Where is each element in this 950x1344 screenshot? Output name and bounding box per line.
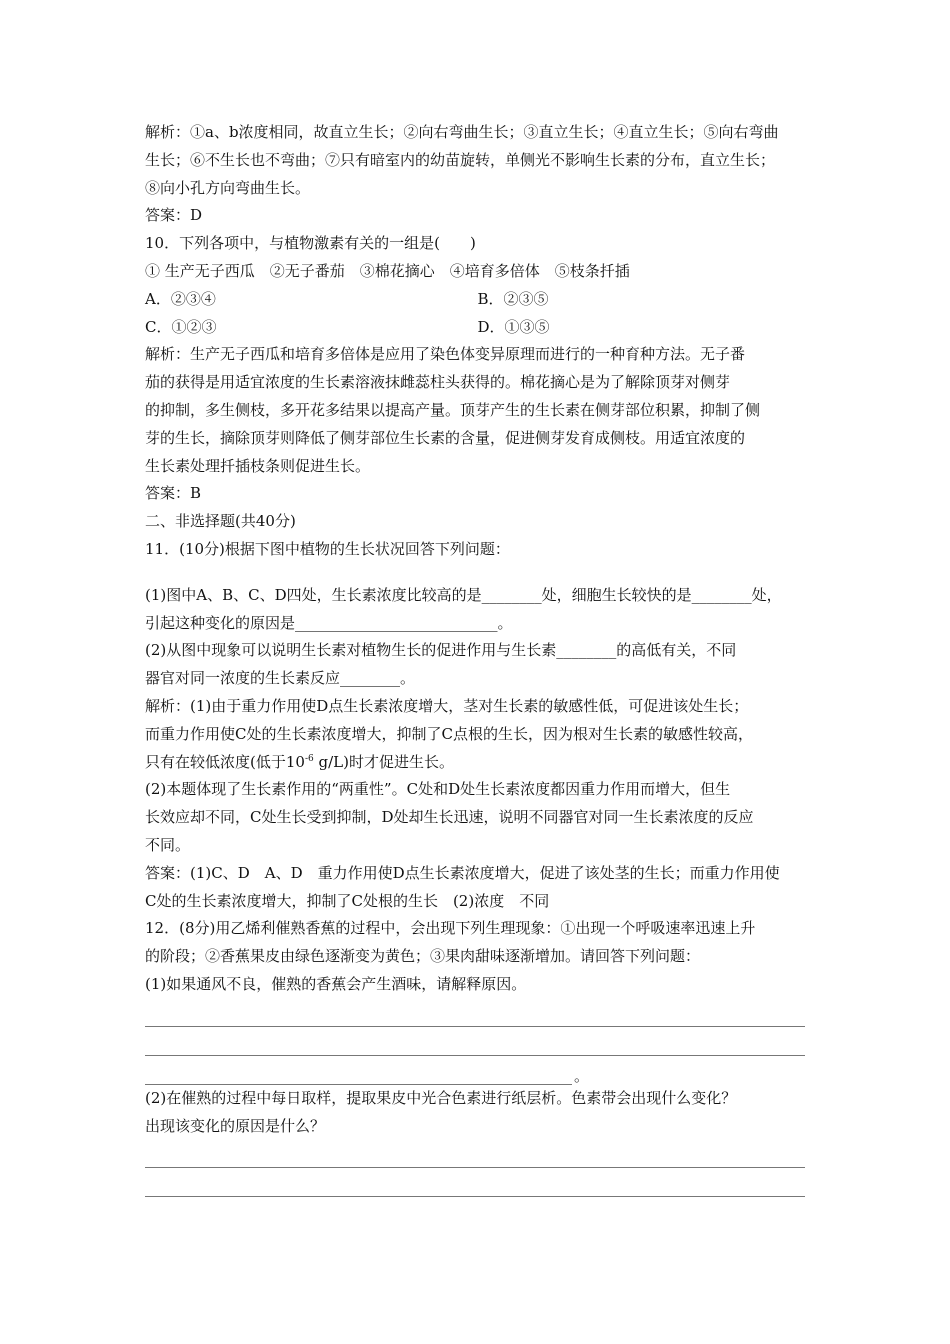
question-11-stem: 11．(10分)根据下图中植物的生长状况回答下列问题： [145, 539, 510, 558]
analysis-11-line-3 [145, 749, 810, 777]
option-c: C．①②③ [145, 317, 217, 336]
analysis-11-line-1: 解析：(1)由于重力作用使D点生长素浓度增大，茎对生长素的敏感性低，可促进该处生长； [145, 696, 749, 715]
section-heading: 二、非选择题(共40分) [145, 512, 296, 531]
question-11-part-1-line-1: (1)图中A、B、C、D四处，生长素浓度比较高的是________处，细胞生长较快的是________处， [145, 585, 782, 604]
analysis-10-line-1: 解析：生产无子西瓜和培育多倍体是应用了染色体变异原理而进行的一种育种方法。无子番 [145, 345, 746, 364]
analysis-10-line-3: 的抑制，多生侧枝，多开花多结果以提高产量。顶芽产生的生长素在侧芽部位积累，抑制了侧 [145, 400, 761, 419]
question-10-options-row-2 [145, 314, 810, 342]
analysis-10-line-4: 芽的生长，摘除顶芽则降低了侧芽部位生长素的含量，促进侧芽发育成侧枝。用适宜浓度的 [145, 428, 746, 447]
question-11-part-1-line-2: 引起这种变化的原因是___________________________。 [145, 613, 513, 632]
answer-line-1[interactable] [145, 999, 805, 1027]
question-10-stem: 10．下列各项中，与植物激素有关的一组是( ) [145, 234, 476, 253]
answer-line-3-row [145, 1057, 810, 1085]
analysis-10-line-2: 茄的获得是用适宜浓度的生长素溶液抹雌蕊柱头获得的。棉花摘心是为了解除顶芽对侧芽 [145, 373, 731, 392]
question-11-part-2-line-2: 器官对同一浓度的生长素反应________。 [145, 669, 416, 688]
answer-line-4[interactable] [145, 1140, 805, 1168]
answer-line-3[interactable] [145, 1057, 572, 1085]
question-11-part-2-line-1: (2)从图中现象可以说明生长素对植物生长的促进作用与生长素________的高低有关，不同 [145, 641, 737, 660]
option-b: B．②③⑤ [477, 289, 549, 308]
analysis-11-line-3-end: g/L)时才促进生长。 [313, 752, 454, 771]
option-a: A．②③④ [145, 289, 216, 308]
answer-line-3-period: 。 [574, 1066, 590, 1085]
question-12-line-2: 的阶段；②香蕉果皮由绿色逐渐变为黄色；③果肉甜味逐渐增加。请回答下列问题： [145, 947, 701, 966]
analysis-10-line-5: 生长素处理扦插枝条则促进生长。 [145, 456, 371, 475]
answer-line-5[interactable] [145, 1169, 805, 1197]
exponent: -6 [304, 753, 314, 764]
question-10-items: ① 生产无子西瓜 ②无子番茄 ③棉花摘心 ④培育多倍体 ⑤枝条扦插 [145, 261, 630, 280]
analysis-9-line-3: ⑧向小孔方向弯曲生长。 [145, 178, 311, 197]
option-d: D．①③⑤ [477, 317, 550, 336]
analysis-9-line-1: 解析：①a、b浓度相同，故直立生长；②向右弯曲生长；③直立生长；④直立生长；⑤向右弯曲 [145, 123, 779, 141]
analysis-11-line-3-start: 只有在较低浓度(低于10 [145, 752, 305, 771]
analysis-11-line-2: 而重力作用使C处的生长素浓度增大，抑制了C点根的生长，因为根对生长素的敏感性较高， [145, 724, 753, 743]
answer-11-line-2: C处的生长素浓度增大，抑制了C处根的生长 (2)浓度 不同 [145, 891, 550, 910]
analysis-9-line-2: 生长；⑥不生长也不弯曲；⑦只有暗室内的幼苗旋转，单侧光不影响生长素的分布，直立生长； [145, 150, 776, 169]
analysis-11-line-5: 长效应却不同，C处生长受到抑制，D处却生长迅速，说明不同器官对同一生长素浓度的反应 [145, 808, 754, 827]
answer-11-line-1: 答案：(1)C、D A、D 重力作用使D点生长素浓度增大，促进了该处茎的生长；而重力作用使 [145, 863, 780, 882]
question-10-options-row-1 [145, 286, 810, 314]
figure-placeholder [145, 564, 810, 582]
question-12-part-2-line-1: (2)在催熟的过程中每日取样，提取果皮中光合色素进行纸层析。色素带会出现什么变化？ [145, 1088, 737, 1107]
analysis-11-line-4: (2)本题体现了生长素作用的“两重性”。C处和D处生长素浓度都因重力作用而增大，但生 [145, 780, 731, 799]
question-12-part-1: (1)如果通风不良，催熟的香蕉会产生酒味，请解释原因。 [145, 974, 527, 993]
document-page [145, 119, 810, 1198]
answer-line-2[interactable] [145, 1028, 805, 1056]
answer-9: 答案：D [145, 206, 203, 225]
question-12-line-1: 12．(8分)用乙烯利催熟香蕉的过程中，会出现下列生理现象：①出现一个呼吸速率迅速上升 [145, 919, 756, 938]
question-12-part-2-line-2: 出现该变化的原因是什么？ [145, 1116, 326, 1135]
answer-10: 答案：B [145, 484, 202, 503]
analysis-11-line-6: 不同。 [145, 835, 191, 854]
